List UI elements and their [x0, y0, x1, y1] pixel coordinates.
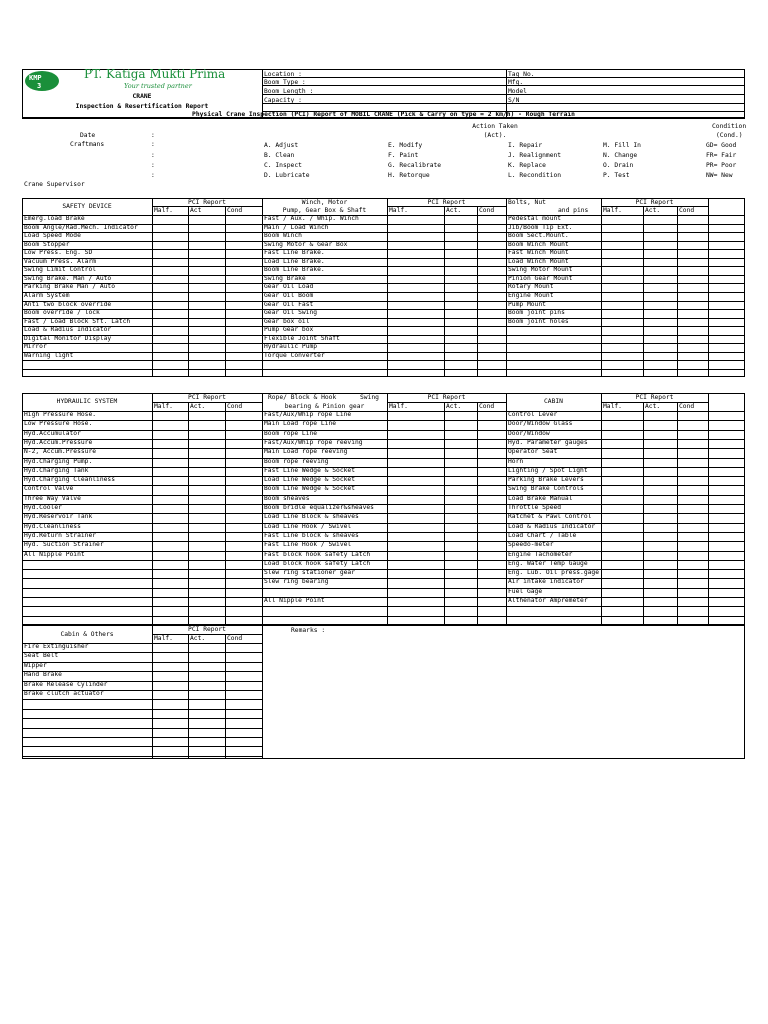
act-header: Act.	[645, 207, 661, 214]
colon: :	[151, 141, 155, 148]
checklist-item: Hyd.Charging Cleanliness	[24, 476, 115, 484]
grid-line-v	[506, 198, 507, 377]
checklist-item: Mirror	[24, 343, 47, 351]
pci-header: PCI Report	[188, 394, 226, 401]
boom-type-label: Boom Type :	[264, 79, 306, 86]
checklist-item: Boom joint pins	[508, 309, 565, 317]
remarks-label: Remarks :	[291, 627, 326, 634]
checklist-item: Swing Brake	[264, 274, 306, 282]
checklist-item: Fast block hook safety Latch	[264, 550, 371, 558]
checklist-item: Gear Oil Fast	[264, 300, 314, 308]
pci-header: PCI Report	[635, 394, 674, 401]
grid-line-h	[22, 551, 745, 552]
checklist-item: Fast Line block & sheaves	[264, 531, 359, 539]
checklist-item: Load Line Hook / Swivel	[264, 522, 352, 530]
action-code: E. Modify	[388, 142, 423, 149]
checklist-item: Hyd.Charging Pump.	[24, 457, 93, 465]
company-tagline: Your trusted partner	[124, 82, 192, 90]
grid-line-h	[22, 318, 745, 319]
condition-code: NW= New	[706, 172, 733, 179]
checklist-item: Fast Winch Mount	[508, 249, 569, 257]
action-code: K. Replace	[508, 162, 546, 169]
grid-line-v	[152, 625, 153, 759]
checklist-item: Fast/Aux/Whip rope Line	[264, 411, 352, 418]
checklist-item: Alarm System	[24, 291, 70, 299]
grid-line-h	[22, 352, 745, 353]
grid-line-h	[22, 448, 745, 449]
action-code: C. Inspect	[264, 162, 302, 169]
checklist-item: Load Line Wedge & Socket	[264, 476, 355, 484]
checklist-item: Seat Belt	[24, 652, 59, 660]
grid-line-h	[262, 94, 745, 95]
capacity-label: Capacity :	[264, 97, 302, 104]
grid-line-h	[22, 718, 262, 719]
pci-header: PCI Report	[427, 394, 466, 401]
grid-line-h	[22, 467, 745, 468]
action-taken-sub: (Act).	[483, 132, 507, 139]
pci-header: PCI Report	[188, 626, 226, 633]
grid-line-h	[22, 215, 745, 216]
checklist-item: Boom Sect.Mount.	[508, 232, 569, 240]
grid-line-h	[22, 411, 745, 412]
checklist-item: Fast Line Wedge & Socket	[264, 466, 355, 474]
cond-header: Cond	[679, 403, 695, 410]
grid-line-h	[22, 266, 745, 267]
grid-line-v	[387, 393, 388, 625]
grid-line-v	[506, 393, 507, 625]
checklist-item: Low Press. Eng. SD	[24, 249, 93, 257]
checklist-item: Hyd.Return Strainer	[24, 531, 97, 539]
action-code: D. Lubricate	[264, 172, 310, 179]
grid-line-v	[601, 198, 602, 377]
checklist-item: Engine Mount	[508, 291, 554, 299]
grid-line-v	[262, 198, 263, 377]
malf-header: Malf.	[389, 207, 408, 214]
act-header: Act	[190, 207, 202, 214]
checklist-item: Brake Release Cylinder	[24, 680, 108, 688]
date-label: Date	[80, 132, 96, 139]
grid-line-h	[22, 578, 745, 579]
grid-line-h	[22, 485, 745, 486]
checklist-item: Load Winch Mount	[508, 257, 569, 265]
grid-line-h	[22, 588, 745, 589]
grid-line-v	[262, 393, 263, 625]
checklist-item: Boom Winch	[264, 232, 302, 240]
action-taken-title: Action Taken	[472, 123, 518, 130]
act-header: Act.	[645, 403, 661, 410]
grid-line-v	[708, 198, 709, 377]
action-code: B. Clean	[264, 152, 295, 159]
checklist-item: Pedestal mount	[508, 215, 562, 222]
section3-title-a: Cabin & Others	[60, 631, 114, 638]
location-label: Location :	[264, 71, 302, 78]
checklist-item: Gear Oil Load	[264, 283, 314, 291]
checklist-item: Boom Line Brake.	[264, 266, 325, 274]
checklist-item: Load & Radius Indicator	[508, 522, 596, 530]
checklist-item: Flexible Joint Shaft	[264, 334, 340, 342]
checklist-item: Gear Oil Boom	[264, 291, 314, 299]
checklist-item: All Nipple Point	[24, 550, 85, 558]
checklist-item: Low Pressure Hose.	[24, 420, 93, 428]
section2-title-b2: bearing & Pinion gear	[284, 403, 365, 410]
checklist-item: Hyd.Reservoir Tank	[24, 513, 93, 521]
checklist-item: Hyd. Suction Strainer	[24, 541, 104, 549]
checklist-item: Boom rope Line	[264, 429, 318, 437]
checklist-item: Boom joint holes	[508, 317, 569, 325]
grid-line-h	[22, 709, 262, 710]
checklist-item: Fast / Aux. / Whip. Winch	[264, 215, 359, 222]
checklist-item: Load Brake Manual	[508, 494, 573, 502]
checklist-item: Torque Converter	[264, 351, 325, 359]
checklist-item: Fuel Gage	[508, 587, 543, 595]
grid-line-h	[22, 232, 745, 233]
grid-line-h	[22, 275, 745, 276]
logo-sub: 3	[37, 82, 42, 90]
checklist-item: Air intake indicator	[508, 578, 584, 586]
action-code: N. Change	[603, 152, 638, 159]
cond-header: Cond	[679, 207, 695, 214]
checklist-item: Door/Window Glass	[508, 420, 573, 428]
malf-header: Malf.	[154, 403, 173, 410]
section2-title-b1: Rope/ Block & Hook	[268, 394, 337, 401]
checklist-item: High Pressure Hose.	[24, 411, 97, 418]
condition-code: FR= Fair	[706, 152, 737, 159]
checklist-item: Swing Motor Mount	[508, 266, 573, 274]
checklist-item: Operator Seat	[508, 448, 558, 456]
craftmans-label: Craftmans	[70, 141, 105, 148]
checklist-item: Gear box oil	[264, 317, 310, 325]
checklist-item: Pump Gear box	[264, 326, 314, 334]
checklist-item: Throttle Speed	[508, 504, 562, 511]
checklist-item: Slew ring stationer gear	[264, 569, 355, 577]
cond-header: Cond	[227, 403, 243, 410]
checklist-item: Althenator Ampremeter	[508, 597, 588, 604]
grid-line-h	[22, 241, 745, 242]
checklist-item: Hyd.Cooler	[24, 504, 62, 511]
checklist-item: Main Load rope Line	[264, 420, 337, 428]
grid-line-h	[22, 369, 745, 370]
section1-title-b2: Pump, Gear Box & Shaft	[282, 207, 367, 214]
grid-line-h	[22, 292, 745, 293]
condition-sub: (Cond.)	[716, 132, 743, 139]
grid-line-h	[22, 458, 745, 459]
mfg-label: Mfg.	[508, 79, 524, 86]
pci-header: PCI Report	[635, 199, 674, 206]
grid-line-v	[601, 393, 602, 625]
grid-line-h	[22, 420, 745, 421]
checklist-item: Boom bridle equalizer&sheaves	[264, 504, 374, 511]
checklist-item: Three Way Valve	[24, 494, 81, 502]
malf-header: Malf.	[154, 635, 173, 642]
checklist-item: Gear Oil Swing	[264, 309, 318, 317]
checklist-item: Fire Extinguisher	[24, 643, 89, 650]
checklist-item: Pump Mount	[508, 300, 546, 308]
grid-line-h	[22, 513, 745, 514]
grid-line-h	[22, 569, 745, 570]
checklist-item: Parking Brake Levers	[508, 476, 584, 484]
checklist-item: Load Speed Mode	[24, 232, 81, 240]
grid-line-h	[22, 746, 262, 747]
condition-code: GD= Good	[706, 142, 737, 149]
checklist-item: Rotary Mount	[508, 283, 554, 291]
checklist-item: Control Lever	[508, 411, 558, 418]
model-label: Model	[508, 88, 527, 95]
grid-line-v	[708, 393, 709, 625]
action-code: I. Repair	[508, 142, 543, 149]
grid-line-h	[22, 326, 745, 327]
grid-line-h	[22, 560, 745, 561]
grid-line-h	[22, 301, 745, 302]
cond-header: Cond	[479, 207, 495, 214]
checklist-item: All Nipple Point	[264, 597, 325, 604]
grid-line-h	[22, 360, 745, 361]
tag-no-label: Tag No.	[508, 71, 535, 78]
company-name: PT. Katiga Mukti Prima	[84, 67, 226, 81]
checklist-item: Hand Brake	[24, 671, 62, 679]
checklist-item: Swing Brake. Man / Auto	[24, 274, 112, 282]
grid-line-h	[22, 532, 745, 533]
checklist-item: Ratchet & Pawl Control	[508, 513, 592, 521]
grid-line-h	[22, 439, 745, 440]
supervisor-label: Crane Supervisor	[24, 181, 85, 188]
grid-line-h	[22, 597, 745, 598]
checklist-item: Hyd.Accum.Pressure	[24, 438, 93, 446]
section2-title-c: CABIN	[544, 398, 563, 405]
checklist-item: Hyd.Accumulator	[24, 429, 81, 437]
action-code: L. Recondition	[508, 172, 562, 179]
pci-header: PCI Report	[427, 199, 466, 206]
checklist-item: Slew ring bearing	[264, 578, 329, 586]
checklist-item: Hyd.Cleanliness	[24, 522, 81, 530]
checklist-item: Swing Limit Control	[24, 266, 97, 274]
checklist-item: Fast Line Brake.	[264, 249, 325, 257]
checklist-item: Eng. Lub. Oil press.gage	[508, 569, 599, 577]
section1-title-b1: Winch, Motor	[301, 199, 348, 206]
act-header: Act.	[190, 635, 206, 642]
checklist-item: Hyd. Parameter gauges	[508, 438, 588, 446]
checklist-item: Boom override / lock	[24, 309, 100, 317]
action-code: O. Drain	[603, 162, 634, 169]
act-header: Act.	[446, 403, 462, 410]
report-subtitle: Inspection & Resertification Report	[75, 103, 209, 110]
checklist-item: Anti two block override	[24, 300, 112, 308]
logo-text: KMP	[29, 74, 42, 82]
checklist-item: Swing Motor & Gear Box	[264, 240, 348, 248]
act-header: Act.	[446, 207, 462, 214]
grid-line-h	[22, 662, 262, 663]
checklist-item: Control Valve	[24, 485, 74, 493]
colon: :	[151, 152, 155, 159]
checklist-item: Emerg.load Brake	[24, 215, 85, 222]
grid-line-h	[22, 335, 745, 336]
grid-line-h	[262, 85, 745, 86]
checklist-item: Main Load rope reeving	[264, 448, 348, 456]
checklist-item: Load Line Block & sheaves	[264, 513, 359, 521]
action-code: H. Retorque	[388, 172, 430, 179]
condition-code: PR= Poor	[706, 162, 737, 169]
checklist-item: Load Chart / Table	[508, 531, 577, 539]
checklist-item: Boom Stopper	[24, 240, 70, 248]
colon: :	[151, 132, 155, 139]
checklist-item: Load & Radius Indicator	[24, 326, 112, 334]
grid-line-v	[152, 393, 153, 625]
grid-line-h	[22, 728, 262, 729]
condition-title: Condition	[712, 123, 747, 130]
grid-line-h	[22, 616, 745, 617]
malf-header: Malf.	[389, 403, 408, 410]
checklist-item: Boom Angle/Rad.Mech. Indicator	[24, 223, 138, 231]
checklist-item: Load block hook safety Latch	[264, 559, 371, 567]
checklist-item: Hyd.Charging Tank	[24, 466, 89, 474]
sn-label: S/N	[508, 97, 520, 104]
report-type: CRANE	[132, 93, 152, 100]
section2-title-a: HYDRAULIC SYSTEM	[56, 398, 118, 405]
grid-line-h	[22, 476, 745, 477]
checklist-item: Wipper	[24, 661, 47, 669]
checklist-item: Pinion Gear Mount	[508, 274, 573, 282]
checklist-item: Engine Tachometer	[508, 550, 573, 558]
grid-line-h	[22, 249, 745, 250]
checklist-item: Parking Brake Man / Auto	[24, 283, 115, 291]
action-code: A. Adjust	[264, 142, 299, 149]
checklist-item: Vacuum Press. Alarm	[24, 257, 97, 265]
grid-line-h	[22, 283, 745, 284]
checklist-item: Door/Window	[508, 429, 550, 437]
action-code: M. Fill In	[603, 142, 641, 149]
section2-title-b1b: Swing	[360, 394, 379, 401]
grid-line-h	[22, 606, 745, 607]
pci-title: Physical Crane Inspection (PCI) Report of MOBIL CRANE (Pick & Carry on type = 2 km/h) - Rough Terrain	[192, 111, 575, 118]
checklist-item: Horn	[508, 457, 524, 465]
checklist-item: Boom Winch Mount	[508, 240, 569, 248]
section1-title-c2: and pins	[558, 207, 589, 214]
grid-line-h	[22, 737, 262, 738]
grid-line-v	[262, 625, 263, 759]
grid-line-h	[22, 699, 262, 700]
section1-title-c1: Bolts, Nut	[508, 199, 546, 206]
checklist-item: Warning light	[24, 351, 74, 359]
pci-header: PCI Report	[188, 199, 226, 206]
checklist-item: Main / Load Winch	[264, 223, 329, 231]
grid-line-h	[22, 309, 745, 310]
grid-line-h	[22, 258, 745, 259]
malf-header: Malf.	[603, 403, 622, 410]
action-code: F. Paint	[388, 152, 419, 159]
checklist-item: Fast/Aux/Whip rope reeving	[264, 438, 363, 446]
action-code: J. Realignment	[508, 152, 562, 159]
section3-box	[22, 625, 745, 759]
section1-title-a: SAFETY DEVICE	[62, 203, 112, 210]
colon: :	[151, 172, 155, 179]
boom-length-label: Boom Length :	[264, 88, 314, 95]
grid-line-h	[22, 523, 745, 524]
grid-line-v	[387, 198, 388, 377]
checklist-item: Boom Line Wedge & Socket	[264, 485, 355, 493]
action-code: G. Recalibrate	[388, 162, 442, 169]
cond-header: Cond	[227, 207, 243, 214]
checklist-item: Eng. Water Temp Gauge	[508, 559, 588, 567]
grid-line-h	[22, 541, 745, 542]
grid-line-h	[22, 495, 745, 496]
malf-header: Malf.	[154, 207, 173, 214]
grid-line-h	[22, 343, 745, 344]
checklist-item: Boom rope reeving	[264, 457, 329, 465]
grid-line-h	[22, 504, 745, 505]
cond-header: Cond	[479, 403, 495, 410]
checklist-item: N-2, Accum.Pressure	[24, 448, 97, 456]
checklist-item: Fast / Load Block Sft. Latch	[24, 317, 131, 325]
checklist-item: Brake clutch actuator	[24, 690, 104, 697]
checklist-item: Hydraulic Pump	[264, 343, 318, 351]
checklist-item: Lighting / Spot Light	[508, 466, 588, 474]
act-header: Act.	[190, 403, 206, 410]
cond-header: Cond	[227, 635, 243, 642]
checklist-item: Load Line Brake.	[264, 257, 325, 265]
checklist-item: Swing Brake Controls	[508, 485, 584, 493]
malf-header: Malf.	[603, 207, 622, 214]
checklist-item: Digital Monitor Display	[24, 334, 112, 342]
grid-line-h	[22, 756, 262, 757]
checklist-item: Speedo-meter	[508, 541, 554, 549]
checklist-item: Jib/Boom Tip Ext.	[508, 223, 573, 231]
checklist-item: Fast Line Hook / Swivel	[264, 541, 352, 549]
grid-line-h	[262, 77, 745, 78]
grid-line-v	[152, 198, 153, 377]
colon: :	[151, 162, 155, 169]
checklist-item: Boom sheaves	[264, 494, 310, 502]
grid-line-h	[262, 103, 745, 104]
section-box	[22, 393, 745, 625]
action-code: P. Test	[603, 172, 630, 179]
grid-line-h	[22, 430, 745, 431]
